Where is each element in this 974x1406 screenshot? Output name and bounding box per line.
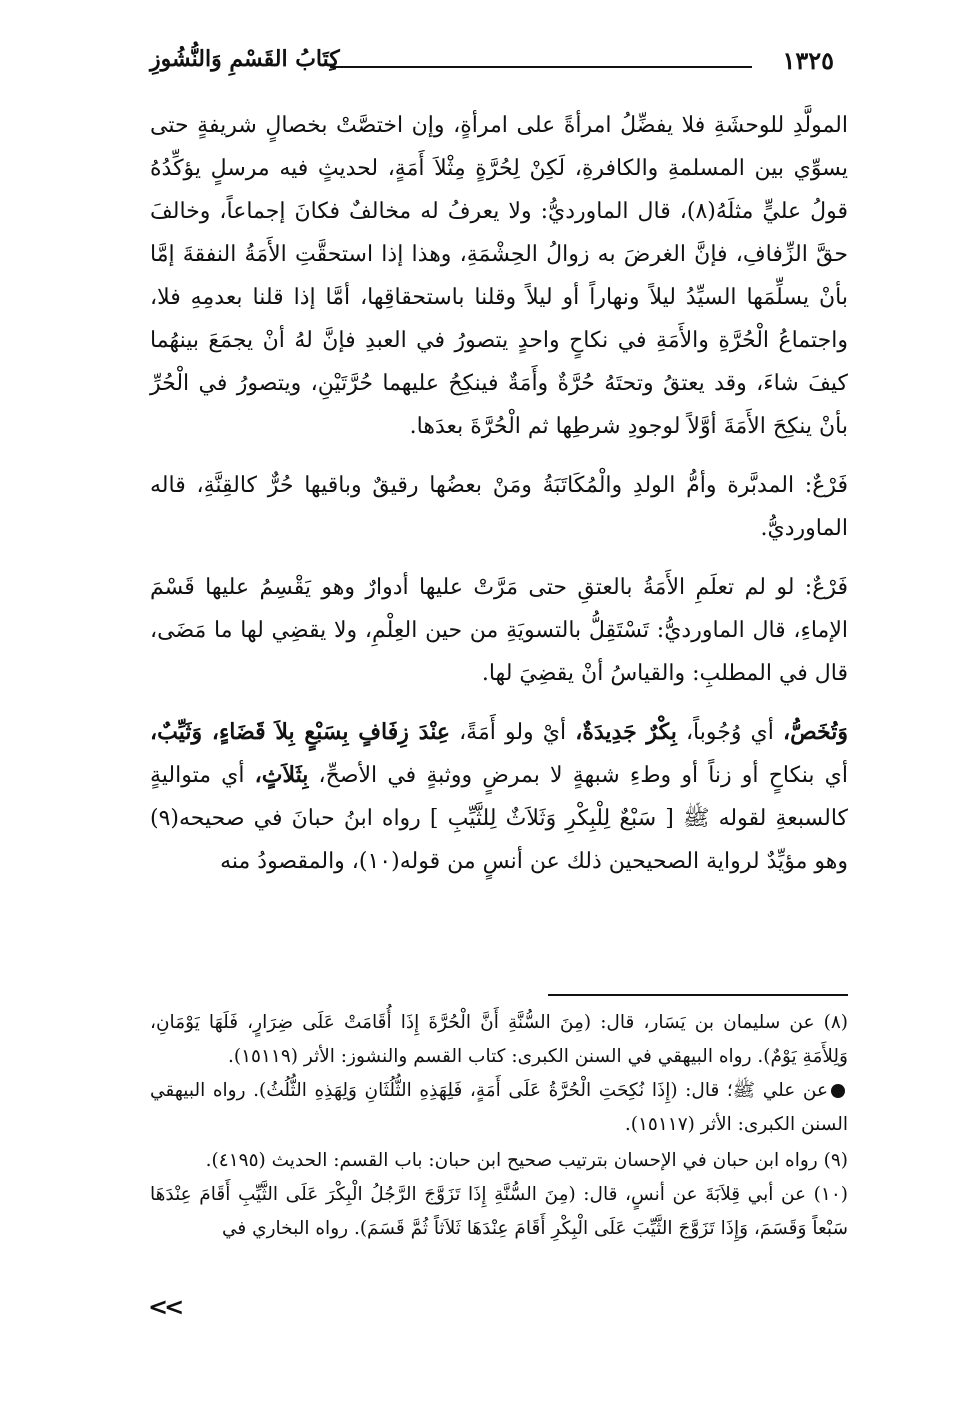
footnote-8 [150,1006,848,1074]
footnote-8-text: (٨) عن سليمان بن يَسَار، قال: (مِنَ السُّنَّةِ أَنَّ الْحُرَّةَ إِذَا أُقَامَتْ عَلَى ضِرَارٍ، فَلَهَا يَوْمَانِ، وَلِلأَمَةِ يَوْمٌ). رواه البيهقي في السنن الكبرى: كتاب القسم والنشوز: الأثر (١٥١١٩). [150,1012,848,1067]
paragraph-3: فَرْعٌ: لو لم تعلَمِ الأَمَةُ بالعتقِ حتى مَرَّتْ عليها أدوارٌ وهو يَقْسِمُ عليها قَسْمَ الإماءِ، قال الماورديُّ: تَسْتَقِلُّ بالتسويَةِ من حين العِلْمِ، ولا يقضِي لها ما مَضَى، قال في المطلبِ: والقياسُ أنْ يقضِيَ لها. [150,575,848,686]
matn-text: عِنْدَ زِفَافٍ بِسَبْعٍ بِلاَ قَضَاءٍ، وَثَيِّبٌ، [150,719,450,745]
paragraph-4 [150,711,848,883]
commentary-text: أي بنكاحٍ أو زناً أو وطءِ شبهةٍ لا بمرضٍ ووثبةٍ في الأصحِّ، [308,763,848,788]
footnote-10: (١٠) عن أبي قِلاَبَةَ عن أنسٍ، قال: (مِنَ السُّنَّةِ إِذَا تَزَوَّجَ الرَّجُلُ الْبِكْرَ عَلَى الثَّيِّبِ أَقَامَ عِنْدَهَا سَبْعاً وَقَسَمَ، وَإِذَا تَزَوَّجَ الثَّيِّبَ عَلَى الْبِكْرِ أَقَامَ عِنْدَهَا ثَلاَثاً ثُمَّ قَسَمَ). رواه البخاري في [150,1184,848,1239]
footnote-8-second: عن علي ﷺ؛ قال: (إِذَا نُكِحَتِ الْحُرَّةُ عَلَى أَمَةٍ، فَلِهَذِهِ الثُّلُثَانِ وَلِهَذِهِ الثُّلُثُ). رواه البيهقي السنن الكبرى: الأثر (١٥١١٧). [150,1080,848,1135]
footnote-9: (٩) رواه ابن حبان في الإحسان بترتيب صحيح ابن حبان: باب القسم: الحديث (٤١٩٥). [205,1150,848,1171]
footnotes [150,1006,848,1246]
page-header [150,40,834,80]
footnote-8-continued [150,1074,848,1142]
bullet-icon [831,1084,845,1098]
header-rule [330,66,752,68]
paragraph-2: فَرْعٌ: المدبَّرة وأمُّ الولدِ والْمُكَاتَبَةُ ومَنْ بعضُها رقيقٌ وباقيها حُرٌّ كالقِنَّةِ، قاله الماورديُّ. [150,473,848,541]
commentary-text: أي متواليةٍ كالسبعةِ لقوله ﷺ [ سَبْعٌ لِلْبِكْرِ وَثَلاَثٌ لِلثَّيِّبِ ] رواه ابنُ حبانَ في صحيحه(٩) وهو مؤيِّدٌ لرواية الصحيحين ذلك عن أنسٍ من قوله(١٠)، والمقصودُ منه [150,763,848,874]
main-text [150,104,848,883]
matn-text: وَتُخَصُّ، [783,719,849,745]
footnote-separator [548,994,848,996]
commentary-text: أي وُجُوباً، [676,720,783,745]
running-title: كِتَابُ القَسْمِ وَالنُّشُوزِ [150,46,340,72]
continuation-mark: << [148,1292,181,1321]
commentary-text: أيْ ولو أَمَةً، [449,720,576,745]
page-number: ١٣٢٥ [782,46,834,75]
paragraph-1: المولَّدِ للوحشَةِ فلا يفضِّلُ امرأةً على امرأةٍ، وإن اختصَّتْ بخصالٍ شريفةٍ حتى يسوِّي بين المسلمةِ والكافرةِ، لَكِنْ لِحُرَّةٍ مِثْلاَ أَمَةٍ، لحديثٍ فيه مرسلٍ يؤكِّدُهُ قولُ عليٍّ مثلَهُ(٨)، قال الماورديُّ: ولا يعرفُ له مخالفٌ فكانَ إجماعاً، وخالفَ حقَّ الزِّفافِ، فإنَّ الغرضَ به زوالُ الحِشْمَةِ، وهذا إذا استحقَّتِ الأَمَةُ النفقةَ إمَّا بأنْ يسلِّمَها السيِّدُ ليلاً ونهاراً أو ليلاً وقلنا باستحقاقِها، أمَّا إذا قلنا بعدمِهِ فلا، واجتماعُ الْحُرَّةِ والأَمَةِ في نكاحٍ واحدٍ يتصورُ في العبدِ فإنَّ لهُ أنْ يجمَعَ بينهُما كيفَ شاءَ، وقد يعتقُ وتحتَهُ حُرَّةٌ وأَمَةٌ فينكِحُ عليهما حُرَّتَيْنِ، ويتصورُ في الْحُرِّ بأنْ ينكِحَ الأَمَةَ أوَّلاً لوجودِ شرطِها ثم الْحُرَّةَ بعدَها. [150,113,849,439]
matn-text: بِثَلاَثٍ، [254,762,309,788]
matn-text: بِكْرٌ جَدِيدَةٌ، [575,719,677,745]
